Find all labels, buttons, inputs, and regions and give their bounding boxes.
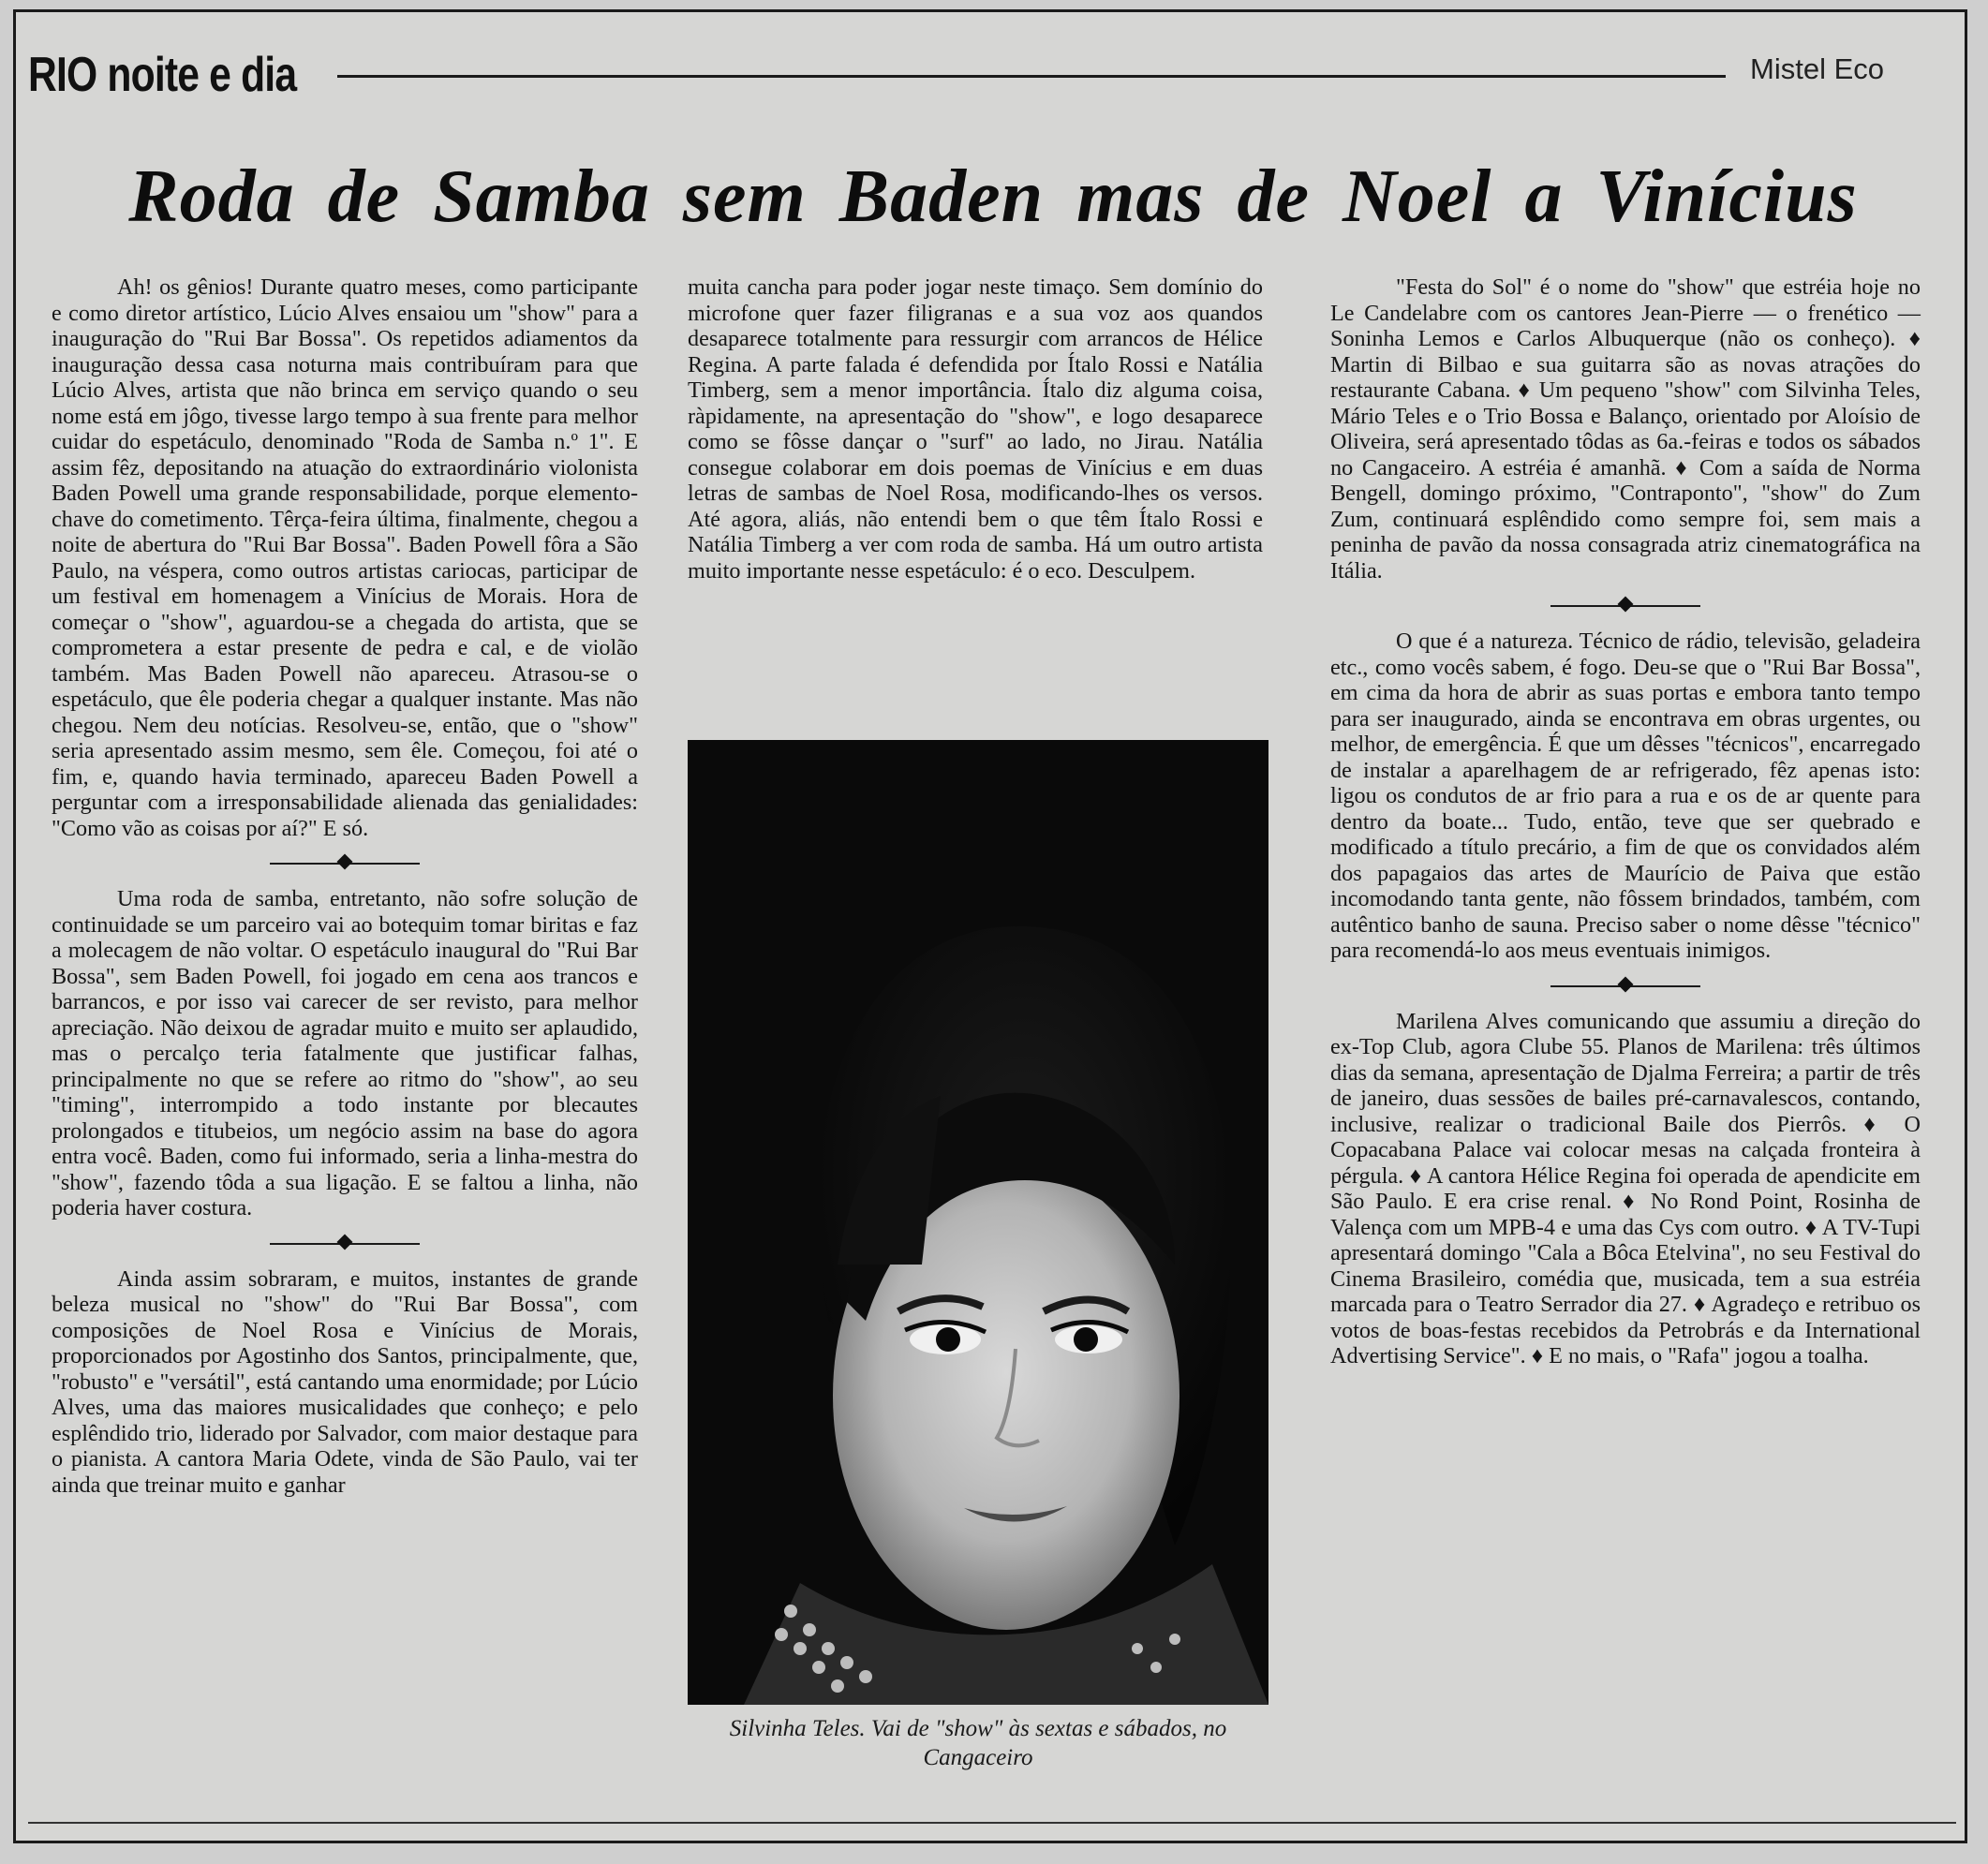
diamond-ornament-icon	[1618, 976, 1634, 992]
bottom-rule	[28, 1822, 1956, 1824]
col3-paragraph-2: O que é a natureza. Técnico de rádio, televisão, geladeira etc., como vocês sabem, é fogo. Deu-se que o "Rui Bar Bossa", em cima da hora de abrir as suas portas e embora tanto tempo para ser inaugurado, ainda se encontrava em obras urgentes, ou melhor, de emergência. É que um dêsses "técnicos", encarregado de instalar a aparelhagem de ar refrigerado, fêz apenas isto: ligou os condutos de ar frio para a rua e os de ar quente para dentro da boate... Tudo, então, teve que ser quebrado e modificado a título precário, a fim de que os convidados além dos papagaios das artes de Maurício de Paiva que estão incomodando tanta gente, não fôssem brindados, também, com autêntico banho de sauna. Preciso saber o nome dêsse "técnico" para recomendá-lo aos meus eventuais inimigos.	[1330, 629, 1921, 963]
column-2	[688, 274, 1263, 584]
col1-paragraph-3: Ainda assim sobraram, e muitos, instantes de grande beleza musical no "show" do "Rui Bar Bossa", com composições de Noel Rosa e Vinícius de Morais, proporcionados por Agostinho dos Santos, principalmente, que, "robusto" e "versátil", está cantando uma enormidade; por Lúcio Alves, uma das maiores musicalidades que conheço; e pelo esplêndido trio, liderado por Salvador, com maior destaque para o pianista. A cantora Maria Odete, vinda de São Paulo, vai ter ainda que treinar muito e ganhar	[52, 1265, 638, 1498]
photo-caption: Silvinha Teles. Vai de "show" às sextas e sábados, no Cangaceiro	[729, 1716, 1227, 1770]
diamond-ornament-icon	[337, 1234, 353, 1250]
col1-paragraph-2: Uma roda de samba, entretanto, não sofre solução de continuidade se um parceiro vai ao botequim tomar biritas e faz a molecagem de não voltar. O espetáculo inaugural do "Rui Bar Bossa", sem Baden Powell, foi jogado em cena aos trancos e barrancos, e por isso vai carecer de ser revisto, para melhor apreciação. Não deixou de agradar muito e muito ser aplaudido, mas o percalço teria fatalmente que justificar falhas, principalmente no que se refere ao ritmo do "show", ao seu "timing", interrompido a todo instante por blecautes prolongados e titubeios, um negócio assim na base do agora entra você. Baden, como fui informado, seria a linha-mestra do "show", fazendo tôda a sua ligação. E se faltou a linha, não poderia haver costura.	[52, 886, 638, 1220]
col3-paragraph-3: Marilena Alves comunicando que assumiu a direção do ex-Top Club, agora Clube 55. Planos de Marilena: três últimos dias da semana, apresentação de Djalma Ferreira; a partir de três de janeiro, duas sessões de bailes pré-carnavalescos, contando, inclusive, realizar o tradicional Baile dos Pierrôs. ♦ O Copacabana Palace vai colocar mesas na calçada fronteira à pérgula. ♦ A cantora Hélice Regina foi operada de apendicite em São Paulo. E era crise renal. ♦ No Rond Point, Rosinha de Valença com um MPB-4 e uma das Cys com outro. ♦ A TV-Tupi apresentará domingo "Cala a Bôca Etelvina", no seu Festival do Cinema Brasileiro, comédia que, musicada, tem a sua estréia marcada para o Teatro Serrador dia 27. ♦ Agradeço e retribuo os votos de boas-festas recebidos da Petrobrás e da International Advertising Service". ♦ E no mais, o "Rafa" jogou a toalha.	[1330, 1008, 1921, 1368]
section-divider	[52, 1221, 638, 1266]
section-divider	[1330, 584, 1921, 629]
diamond-ornament-icon	[1618, 597, 1634, 613]
section-divider	[52, 841, 638, 886]
kicker-rule	[337, 75, 1726, 78]
diamond-ornament-icon	[337, 854, 353, 870]
portrait-photo	[688, 740, 1268, 1705]
byline: Mistel Eco	[1750, 52, 1884, 85]
headline: Roda de Samba sem Baden mas de Noel a Vinícius	[128, 155, 1858, 238]
section-kicker: RIO noite e dia	[28, 48, 297, 102]
section-divider	[1330, 964, 1921, 1009]
column-3	[1330, 274, 1921, 1369]
portrait-image	[688, 740, 1268, 1705]
col2-paragraph-1: muita cancha para poder jogar neste timaço. Sem domínio do microfone quer fazer filigranas e a sua voz aos quandos desaparece totalmente para ressurgir com arrancos de Hélice Regina. A parte falada é defendida por Ítalo Rossi e Natália Timberg, sem a menor importância. Ítalo diz alguma coisa, ràpidamente, na apresentação do "show", e logo desaparece como se fôsse dançar o "surf" ao lado, no Jirau. Natália consegue colaborar em dois poemas de Vinícius e em duas letras de sambas de Noel Rosa, modificando-lhes os versos. Até agora, aliás, não entendi bem o que têm Ítalo Rossi e Natália Timberg a ver com roda de samba. Há um outro artista muito importante nesse espetáculo: é o eco. Desculpem.	[688, 274, 1263, 584]
column-1	[52, 274, 638, 1498]
col3-paragraph-1: "Festa do Sol" é o nome do "show" que estréia hoje no Le Candelabre com os cantores Jean-Pierre — o frenético — Soninha Lemos e Carlos Albuquerque (não os conheço). ♦ Martin di Bilbao e sua guitarra são as novas atrações do restaurante Cabana. ♦ Um pequeno "show" com Silvinha Teles, Mário Teles e o Trio Bossa e Balanço, orientado por Aloísio de Oliveira, será apresentado tôdas as 6a.-feiras e todos os sábados no Cangaceiro. A estréia é amanhã. ♦ Com a saída de Norma Bengell, domingo próximo, "Contraponto", "show" do Zum Zum, continuará esplêndido como sempre foi, sem mais a peninha de pavão da nossa consagrada atriz cinematográfica na Itália.	[1330, 274, 1921, 584]
col1-paragraph-1: Ah! os gênios! Durante quatro meses, como participante e como diretor artístico, Lúcio Alves ensaiou um "show" para a inauguração do "Rui Bar Bossa". Os repetidos adiamentos da inauguração dessa casa noturna mais contribuíram para que Lúcio Alves, artista que não brinca em serviço quando o seu nome está em jôgo, tivesse largo tempo à sua frente para melhor cuidar do espetáculo, denominado "Roda de Samba n.º 1". E assim fêz, depositando na atuação do extraordinário violonista Baden Powell uma grande responsabilidade, porque elemento-chave do cometimento. Têrça-feira última, finalmente, chegou a noite de abertura do "Rui Bar Bossa". Baden Powell fôra a São Paulo, na véspera, como outros artistas cariocas, participar de um festival em homenagem a Vinícius de Morais. Hora de começar o "show", aguardou-se a chegada do artista, que se comprometera a estar presente de pedra e cal, e de violão também. Mas Baden Powell não apareceu. Atrasou-se o espetáculo, que êle poderia chegar a qualquer instante. Mas não chegou. Nem deu notícias. Resolveu-se, então, que o "show" seria apresentado assim mesmo, sem êle. Começou, foi até o fim, e, quando havia terminado, apareceu Baden Powell a perguntar com a irresponsabilidade alienada das genialidades: "Como vão as coisas por aí?" E só.	[52, 274, 638, 841]
